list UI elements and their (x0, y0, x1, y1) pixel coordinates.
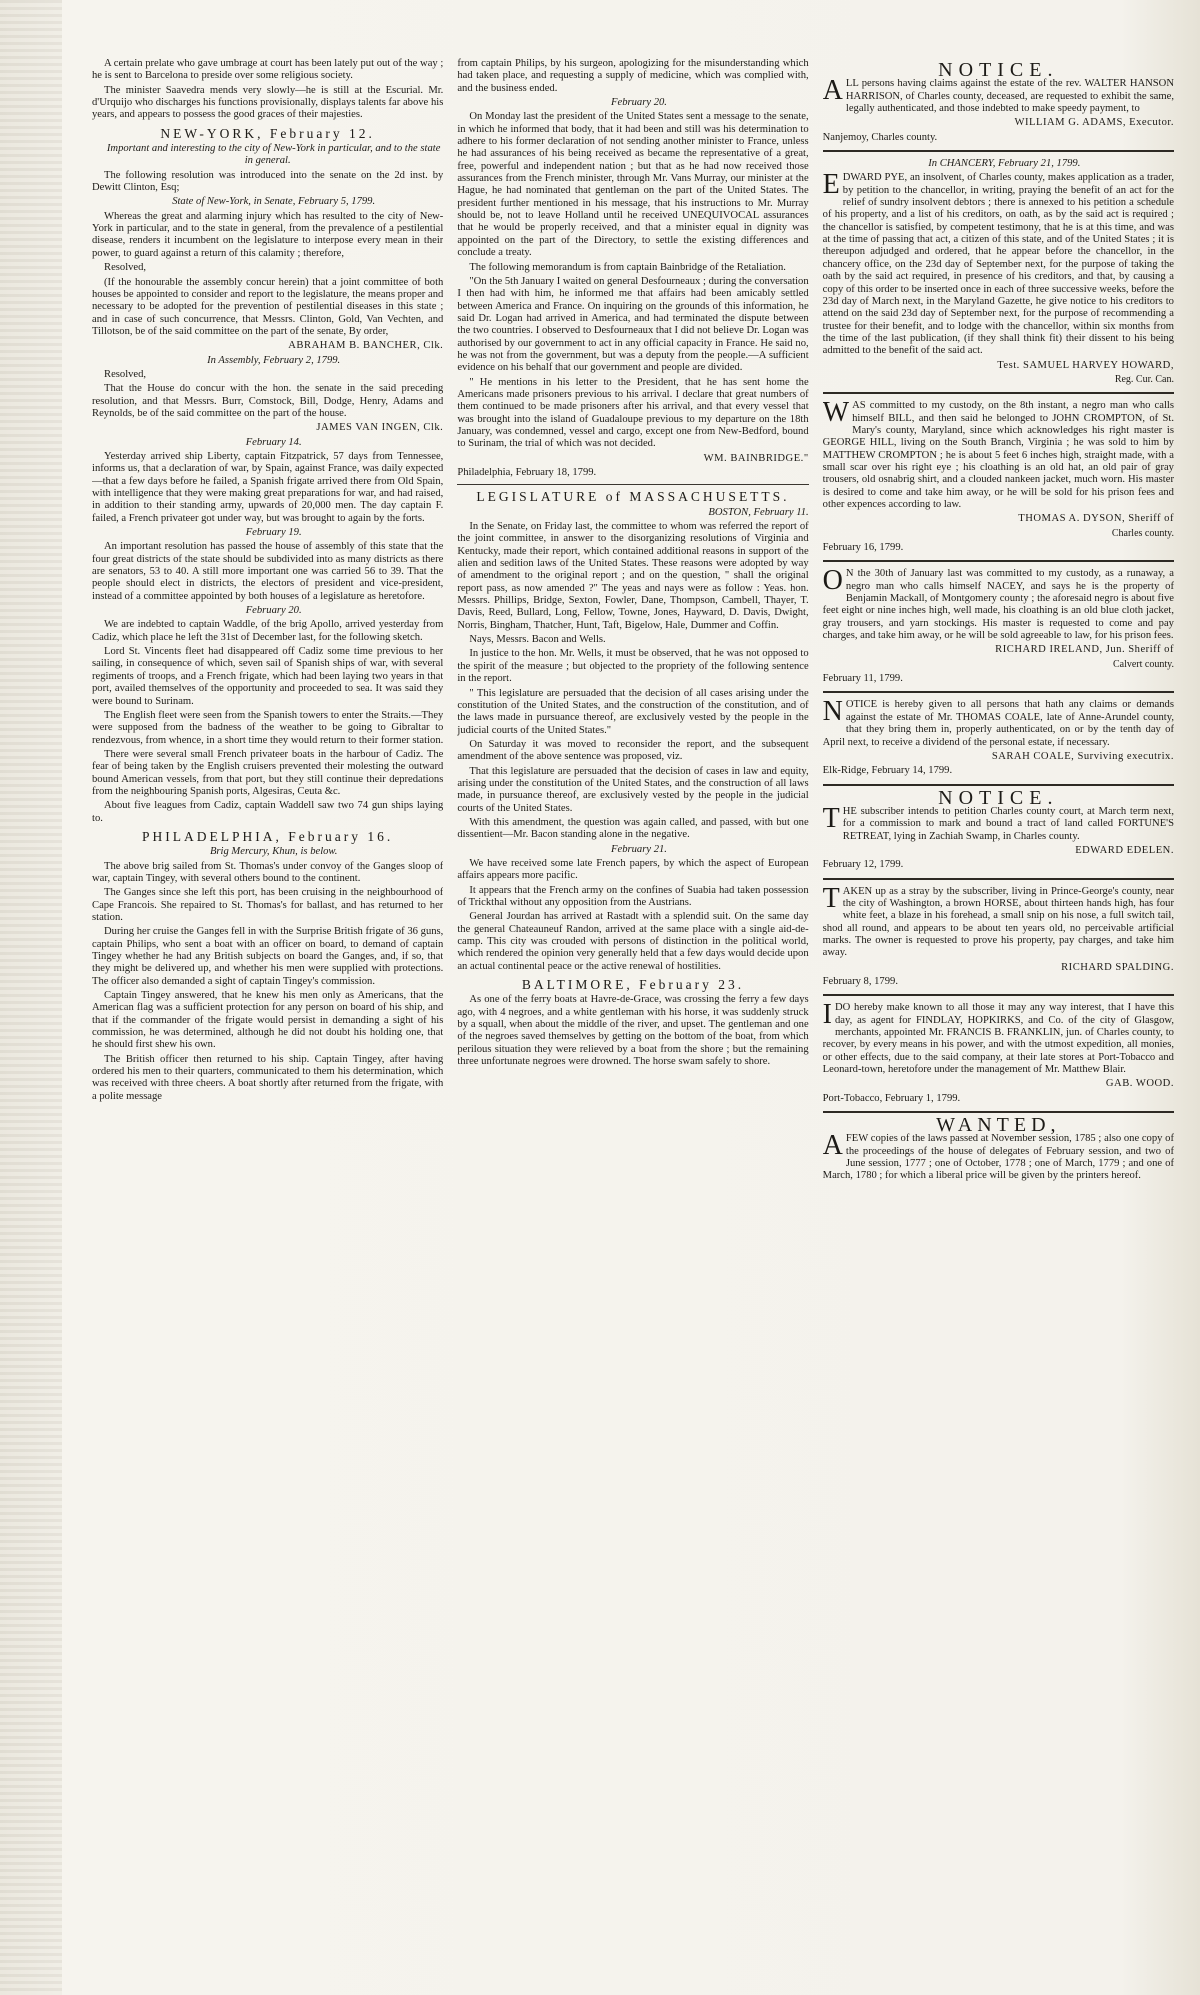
notice-negro-nacey: ON the 30th of January last was committed to my custody, as a runaway, a negro man who calls himself NACEY, and says he is the property of Benjamin Mackall, of Montgomery county ; the aforesaid negro is about five feet eight or nine inches high, well made, his cloathing is an old blue cloth jacket, gray trousers, and yarn stockings. His master is requested to come and pay charges, and take him away, or he will be sold agreeable to law, for his prison fees. (822, 565, 1174, 642)
article-legislature-quote: " This legislature are persuaded that the decision of all cases arising under the constitution of the United States, and the construction of the constitution, and of the laws made in pursuance thereof, are exclusively vested by the people in the judicial courts of the United States." (457, 687, 809, 736)
article-brig: The above brig sailed from St. Thomas's under convoy of the Ganges sloop of war, captain Tingey, with several others bound to the continent. (92, 860, 444, 884)
article-memorandum-intro: The following memorandum is from captain Bainbridge of the Retaliation. (469, 261, 786, 273)
signature-wood: GAB. WOOD. (1105, 1078, 1174, 1090)
divider (457, 484, 808, 485)
county-charles: Charles county. (1111, 527, 1174, 539)
heading-massachusetts: LEGISLATURE of MASSACHUSETTS. (476, 489, 790, 505)
divider (823, 994, 1174, 996)
county-calvert: Calvert county. (1112, 658, 1174, 670)
notice-coale-estate: NOTICE is hereby given to all persons that hath any claims or demands against the estate of Mr. THOMAS COALE, late of Anne-Arundel county, that they bring them in, properly authenticated, on or by the tenth day of April next, to receive a dividend of the personal estate, if necessary. (822, 696, 1174, 748)
article-amended-sentence: That this legislature are persuaded that the decision of cases in law and equity, arising under the constitution of the United States, and the construction of all laws made, in pursuance thereof, are exclusively vested by the people in the judicial courts of the United States. (457, 765, 809, 814)
subhead-brig-mercury: Brig Mercury, Khun, is below. (209, 846, 338, 858)
article-officer-returned: The British officer then returned to his ship. Captain Tingey, after having ordered his men to their quarters, communicated to them his determination, which was received with three cheers. A boat shortly after returned from the frigate, with a polite message (92, 1053, 444, 1102)
notice-negro-bill: WAS committed to my custody, on the 8th instant, a negro man who calls himself BILL, and then said he belonged to JOHN CROMPTON, of St. Mary's county, Maryland, since which acknowledges his right master is GEORGE HILL, living on the South Branch, Virginia ; he was sold to him by MATTHEW CROMPTON ; he is about 5 feet 6 inches high, straight made, with a small scar over his right eye ; his cloathing is an old hat, an old pair of gray trousers, old osnabrig shirt, and a clouded nankeen jacket, much worn. His master is desired to come and take him away, or he will be sold for his prison fees and other expences according to law. (822, 397, 1174, 510)
signature-howard: Test. SAMUEL HARVEY HOWARD, (997, 359, 1174, 371)
article-cruise: During her cruise the Ganges fell in with the Surprise British frigate of 36 guns, captain Philips, who sent a boat with an officer on board, to demand of captain Tingey whether he had any British subjects on board the Ganges, and, if so, that they might be delivered up, and whether his men were supplied with protections. The officer also demanded a sight of captain Tingey's commission. (92, 926, 444, 987)
article-english-fleet: The English fleet were seen from the Spanish towers to enter the Straits.—They were supposed from the badness of the weather to be going to Gibraltar to rendezvous, from whence, in a short time they would return to their former station. (92, 709, 444, 746)
ny-resolution: (If the honourable the assembly concur herein) that a joint committee of both houses be appointed to consider and report to the legislature, the means proper and necessary to be adopted for the prevention of pestilential diseases in this state ; and in case of such concurrence, that Messrs. Clinton, Gold, Van Vechten, and Tillotson, be of the said committee on the part of the senate, By order, (92, 276, 444, 337)
date-feb-14: February 14. (245, 436, 302, 448)
date-bill: February 16, 1799. (822, 542, 904, 554)
place-port-tobacco: Port-Tobacco, February 1, 1799. (822, 1092, 961, 1104)
ny-state-heading: State of New-York, in Senate, February 5, 1799. (172, 196, 376, 208)
wanted-title: WANTED, (936, 1114, 1061, 1137)
notice-gab-wood: IDO hereby make known to all those it may any way interest, that I have this day, as agent for FINDLAY, HOPKIRKS, and Co. of the city of Glasgow, merchants, appointed Mr. FRANCIS B. FRANKLIN, jun. of Charles county, to recover, by every means in his power, and with the utmost expedition, all monies, or other effects, due to the said company, at their late stores at Port-Tobacco and Leonard-town, heretofore under the management of Mr. Matthew Blair. (822, 999, 1174, 1076)
article-prisoners: " He mentions in his letter to the President, that he has sent home the Americans made prisoners previous to his arrival. I declare that great numbers of them continued to be made prisoners after his arrival, and that every vessel that was brought into the island of Guadaloupe previous to my departure on the 18th January, was condemned, vessel and cargo, except one from New-Bedford, bound to Surinam, the trial of which was not decided. (457, 376, 809, 450)
dateline-boston: BOSTON, February 11. (708, 506, 809, 518)
divider (823, 691, 1174, 693)
notice-edward-pye: EDWARD PYE, an insolvent, of Charles county, makes application as a trader, by petition to the chancellor, in writing, praying the benefit of an act for the relief of sundry insolvent debtors ; there is annexed to his petition a schedule of his property, and a list of his creditors, on oath, as by the said act is required ; the chancellor is satisfied, by competent testimony, that he is at this time, and was at the time of passing that act, a citizen of this state, and of the United States ; it is thereupon adjudged and ordered, that he appear before the chancellor, in the chancery office, on the 23d day of September next, for the purpose of taking the oath by the said act required, in presence of his creditors, and that, by causing a copy of this order to be inserted once in each of three successive weeks, before the 23d day of March next, in the Maryland Gazette, he give notice to his creditors to attend on the said 23d day of September next, for the purpose of recommending a trustee for their benefit, and to lodge with the chancellor, within six months from the time of the last publication, (if they shall think fit) their dissent to his being admitted to the benefit of the said act. (822, 169, 1174, 357)
heading-chancery: In CHANCERY, February 21, 1799. (928, 158, 1081, 170)
notice-harrison-estate: ALL persons having claims against the estate of the rev. WALTER HANSON HARRISON, of Charles county, deceased, are requested to exhibit the same, legally authenticated, and those indebted to make speedy payment, to (822, 75, 1174, 115)
ny-whereas: Whereas the great and alarming injury which has resulted to the city of New-York in particular, and to the state in general, from the prevalence of a pestilential disease, renders it incumbent on the legislature to interpose every mean in their power, to guard against a return of this calamity ; therefore, (92, 210, 444, 259)
divider (823, 878, 1174, 880)
date-feb-21: February 21. (611, 843, 667, 855)
divider (823, 560, 1174, 562)
signature-spalding: RICHARD SPALDING. (1061, 961, 1174, 973)
article-senate: In the Senate, on Friday last, the committee to whom was referred the report of the joint committee, in answer to the disorganizing resolutions of Virginia and Kentucky, made their report, which contained additional reasons in support of the alien and sedition laws of the United States. These reasons were adopted by way of amendment to the original report ; and on the question, " shall the original report pass, as now amended ?" The yeas and nays were as follow : Yeas. hon. Messrs. Phillips, Bridge, Sexton, Fowler, Dane, Thompson, Cambell, Thayer, T. Davis, Reed, Bullard, Long, Fellow, Towne, Jones, Hayward, D. Davis, Dwight, Norris, Bingham, Thatcher, Hunt, Taft, Bigelow, Hale, Dummer and Coffin. (457, 521, 809, 631)
signature-van-ingen: JAMES VAN INGEN, Clk. (316, 422, 444, 434)
article-justice: In justice to the hon. Mr. Wells, it must be observed, that he was not opposed to the spirit of the measure ; but objected to the propriety of the following sentence in the report. (457, 648, 809, 685)
divider (823, 784, 1174, 786)
article-jourdan: General Jourdan has arrived at Rastadt with a splendid suit. On the same day the general Chateauneuf Randon, arrived at the same place with a single aid-de-camp. This city was crouded with persons of distinction in the political world, which rendered the opinion very generally held that a few days would decide upon an actual continental peace or the active renewal of hostilities. (457, 911, 809, 972)
article-leagues: About five leagues from Cadiz, captain Waddell saw two 74 gun ships laying to. (92, 800, 444, 824)
signature-reg-cur-can: Reg. Cur. Can. (1114, 373, 1174, 385)
article-president-message: On Monday last the president of the United States sent a message to the senate, in which he informed that body, that it had been and still was his determination to adhere to his former declaration of not sending another minister to France, unless he had assurances of his being received as became the representative of a great, free, powerful and independent nation ; but that as he had now received those assurances from the French minister, through Mr. Vans Murray, our minister at the Hague, he had nominated that gentleman on the part of the United States. The president further mentioned in his message, that his instructions to Mr. Murray should be, not to leave Holland until he received UNEQUIVOCAL assurances that he would be properly received, and that a minister equal in dignity was appointed on the part of the Directory, to settle the existing differences and conclude a treaty. (457, 111, 809, 259)
ny-resolved-2: Resolved, (104, 368, 147, 380)
date-feb-19: February 19. (245, 527, 302, 539)
article-resolution: An important resolution has passed the house of assembly of this state that the four great districts of the state should be subdivided into as many districts as there are senators, 53 to 40. A still more important one was carried 56 to 39. That the people should elect in districts, the electors of president and vice-president, instead of a committee appointed by both houses of a legislature as heretofore. (92, 541, 444, 602)
notice-stray-horse: TAKEN up as a stray by the subscriber, living in Prince-George's county, near the city of Washington, a brown HORSE, about thirteen hands high, has four white feet, a blaze in his forehead, a small snip on his nose, a full switch tail, shod all round, and appears to be about ten years old, no perceivable artificial marks. The owner is requested to prove his property, pay charges, and take him away. (822, 882, 1174, 959)
date-feb-20-b: February 20. (611, 97, 667, 109)
place-elk-ridge: Elk-Ridge, February 14, 1799. (822, 765, 953, 777)
notice-title-2: NOTICE. (938, 786, 1059, 809)
article-french-papers: We have received some late French papers, by which the aspect of European affairs appears more pacific. (457, 857, 809, 882)
article-nays: Nays, Messrs. Bacon and Wells. (469, 634, 606, 646)
ny-house: That the House do concur with the hon. the senate in the said preceding resolution, and that Messrs. Burr, Comstock, Bill, Dodge, Henry, Adams and Reynolds, be of the said committee on the part of the house. (92, 383, 444, 419)
philadelphia-date: Philadelphia, February 18, 1799. (457, 467, 597, 478)
divider (823, 1111, 1174, 1113)
dateline-philadelphia: PHILADELPHIA, February 16. (142, 828, 394, 844)
article-french-army: It appears that the French army on the confines of Suabia had taken possession of Trickthal without any opposition from the Austrians. (457, 884, 809, 908)
article-waddle: We are indebted to captain Waddle, of the brig Apollo, arrived yesterday from Cadiz, which place he left the 31st of December last, for the following sketch. (92, 619, 444, 643)
article-liberty: Yesterday arrived ship Liberty, captain Fitzpatrick, 57 days from Tennessee, informs us, that a declaration of war, by Spain, against France, was daily expected—that a few days before he failed, a Spanish frigate arrived there from Old Spain, with intelligence that they were making great preparations for war, and had raised, in addition to their standing army, upwards of 20,000 men. The day captain F. failed, a French privateer got under way, but was brought to again by the forts. (92, 450, 444, 524)
notice-title-1: NOTICE. (938, 59, 1059, 81)
article-ganges: The Ganges since she left this port, has been cruising in the neighbourhood of Cape Francois. She repaired to St. Thomas's for ballast, and has returned to her station. (92, 887, 444, 923)
date-edelen: February 12, 1799. (822, 859, 904, 871)
signature-bainbridge: WM. BAINBRIDGE." (703, 452, 809, 464)
article-continuation: from captain Philips, by his surgeon, apologizing for the misunderstanding which had taken place, and requesting a supply of medicine, which was complied with, and the business ended. (457, 58, 809, 94)
column-3-advertisements (823, 58, 1174, 1968)
article-tingey-answer: Captain Tingey answered, that he knew his men only as Americans, that the American flag was a sufficient protection for any person on board of his ship, and that if the commander of the frigate would persist in demanding a sight of his commission, he was determined, although he did not doubt his holding one, that he should first shew his own. (92, 990, 444, 1051)
article-ferry: As one of the ferry boats at Havre-de-Grace, was crossing the ferry a few days ago, with 4 negroes, and a white gentleman with his horse, it was suddenly struck by a squall, when about the middle of the river, and upset. The gentleman and one of the negroes saved themselves by getting on the bottom of the boat, from which perilous situation they were relieved by a boat from the shore ; but the remaining three unfortunate negroes were drowned. The horse swam safely to shore. (457, 994, 809, 1068)
subhead-new-york: Important and interesting to the city of New-York in particular, and to the state in general. (106, 143, 441, 167)
column-1 (92, 58, 443, 1968)
article-privateers: There were several small French privateer boats in the harbour of Cadiz. The fear of being taken by the English cruisers prevented their molesting the outward bound American vessels, from that port, but they still continue their depredations from the neighbouring Spanish ports, Algesiras, Ceuta &c. (92, 748, 444, 797)
ny-assembly-heading: In Assembly, February 2, 1799. (207, 354, 341, 366)
place-nanjemoy: Nanjemoy, Charles county. (822, 131, 938, 143)
notice-fortunes-retreat: THE subscriber intends to petition Charles county court, at March term next, for a commission to mark and bound a tract of land called FORTUNE'S RETREAT, lying in Zachiah Swamp, in Charles county. (822, 802, 1174, 842)
dateline-baltimore: BALTIMORE, February 23. (521, 977, 745, 993)
signature-adams: WILLIAM G. ADAMS, Executor. (1014, 117, 1174, 129)
article-prelate: A certain prelate who gave umbrage at court has been lately put out of the way ; he is sent to Barcelona to preside over some religious society. (92, 58, 444, 82)
ny-intro: The following resolution was introduced into the senate on the 2d inst. by Dewitt Clinton, Esq; (92, 169, 444, 194)
date-spalding: February 8, 1799. (822, 976, 898, 987)
signature-dyson: THOMAS A. DYSON, Sheriff of (1018, 513, 1174, 525)
article-desfourneaux: "On the 5th January I waited on general Desfourneaux ; during the conversation I then had with him, he informed me that affairs had been amicably settled between America and France. On inquiring on the grounds of this information, he said Dr. Logan had arrived in America, and had terminated the dispute between the two countries. I observed to Desfourneaux that I did not believe Dr. Logan was authorised by our government to act in any official capacity in France. He said no, he was not from the government, but was a deputy from the people.—A sufficient evidence on his behalf that our government and people are divided. (457, 275, 809, 374)
article-saturday: On Saturday it was moved to reconsider the report, and the subsequent amendment of the above sentence was proposed, viz. (457, 738, 809, 763)
date-feb-20: February 20. (245, 605, 302, 617)
page-binding-edge (0, 0, 62, 1995)
article-vincents: Lord St. Vincents fleet had disappeared off Cadiz some time previous to her sailing, in consequence of which, seven sail of Spanish ships of war, with several regiments of troops, and a French frigate, which had been laying two years in that port, availed themselves of the opportunity and proceeded to sea. It was said they were bound to Surinam. (92, 646, 444, 707)
ny-resolved: Resolved, (104, 262, 147, 274)
divider (823, 150, 1174, 152)
article-saavedra: The minister Saavedra mends very slowly—he is still at the Escurial. Mr. d'Urquijo who discharges his functions provisionally, displays talents far above his years, and appears to possess the good graces of their majesties. (92, 84, 444, 121)
signature-ireland: RICHARD IRELAND, Jun. Sheriff of (995, 644, 1174, 656)
signature-sarah-coale: SARAH COALE, Surviving executrix. (991, 750, 1174, 762)
columns (92, 58, 1174, 1968)
dateline-new-york: NEW-YORK, February 12. (160, 125, 375, 141)
date-nacey: February 11, 1799. (822, 673, 903, 685)
signature-bancher: ABRAHAM B. BANCHER, Clk. (288, 340, 444, 352)
notice-wanted-laws: AFEW copies of the laws passed at November session, 1785 ; also one copy of the proceedings of the house of delegates of February session, and two of June session, 1777 ; one of October, 1778 ; one of March, 1779 ; and one of March, 1780 ; for which a liberal price will be given by the printers hereof. (822, 1130, 1174, 1182)
divider (823, 392, 1174, 394)
signature-edelen: EDWARD EDELEN. (1075, 844, 1174, 856)
article-amendment-passed: With this amendment, the question was again called, and passed, with but one dissentient—Mr. Bacon standing alone in the negative. (457, 816, 809, 841)
column-2 (457, 58, 808, 1968)
